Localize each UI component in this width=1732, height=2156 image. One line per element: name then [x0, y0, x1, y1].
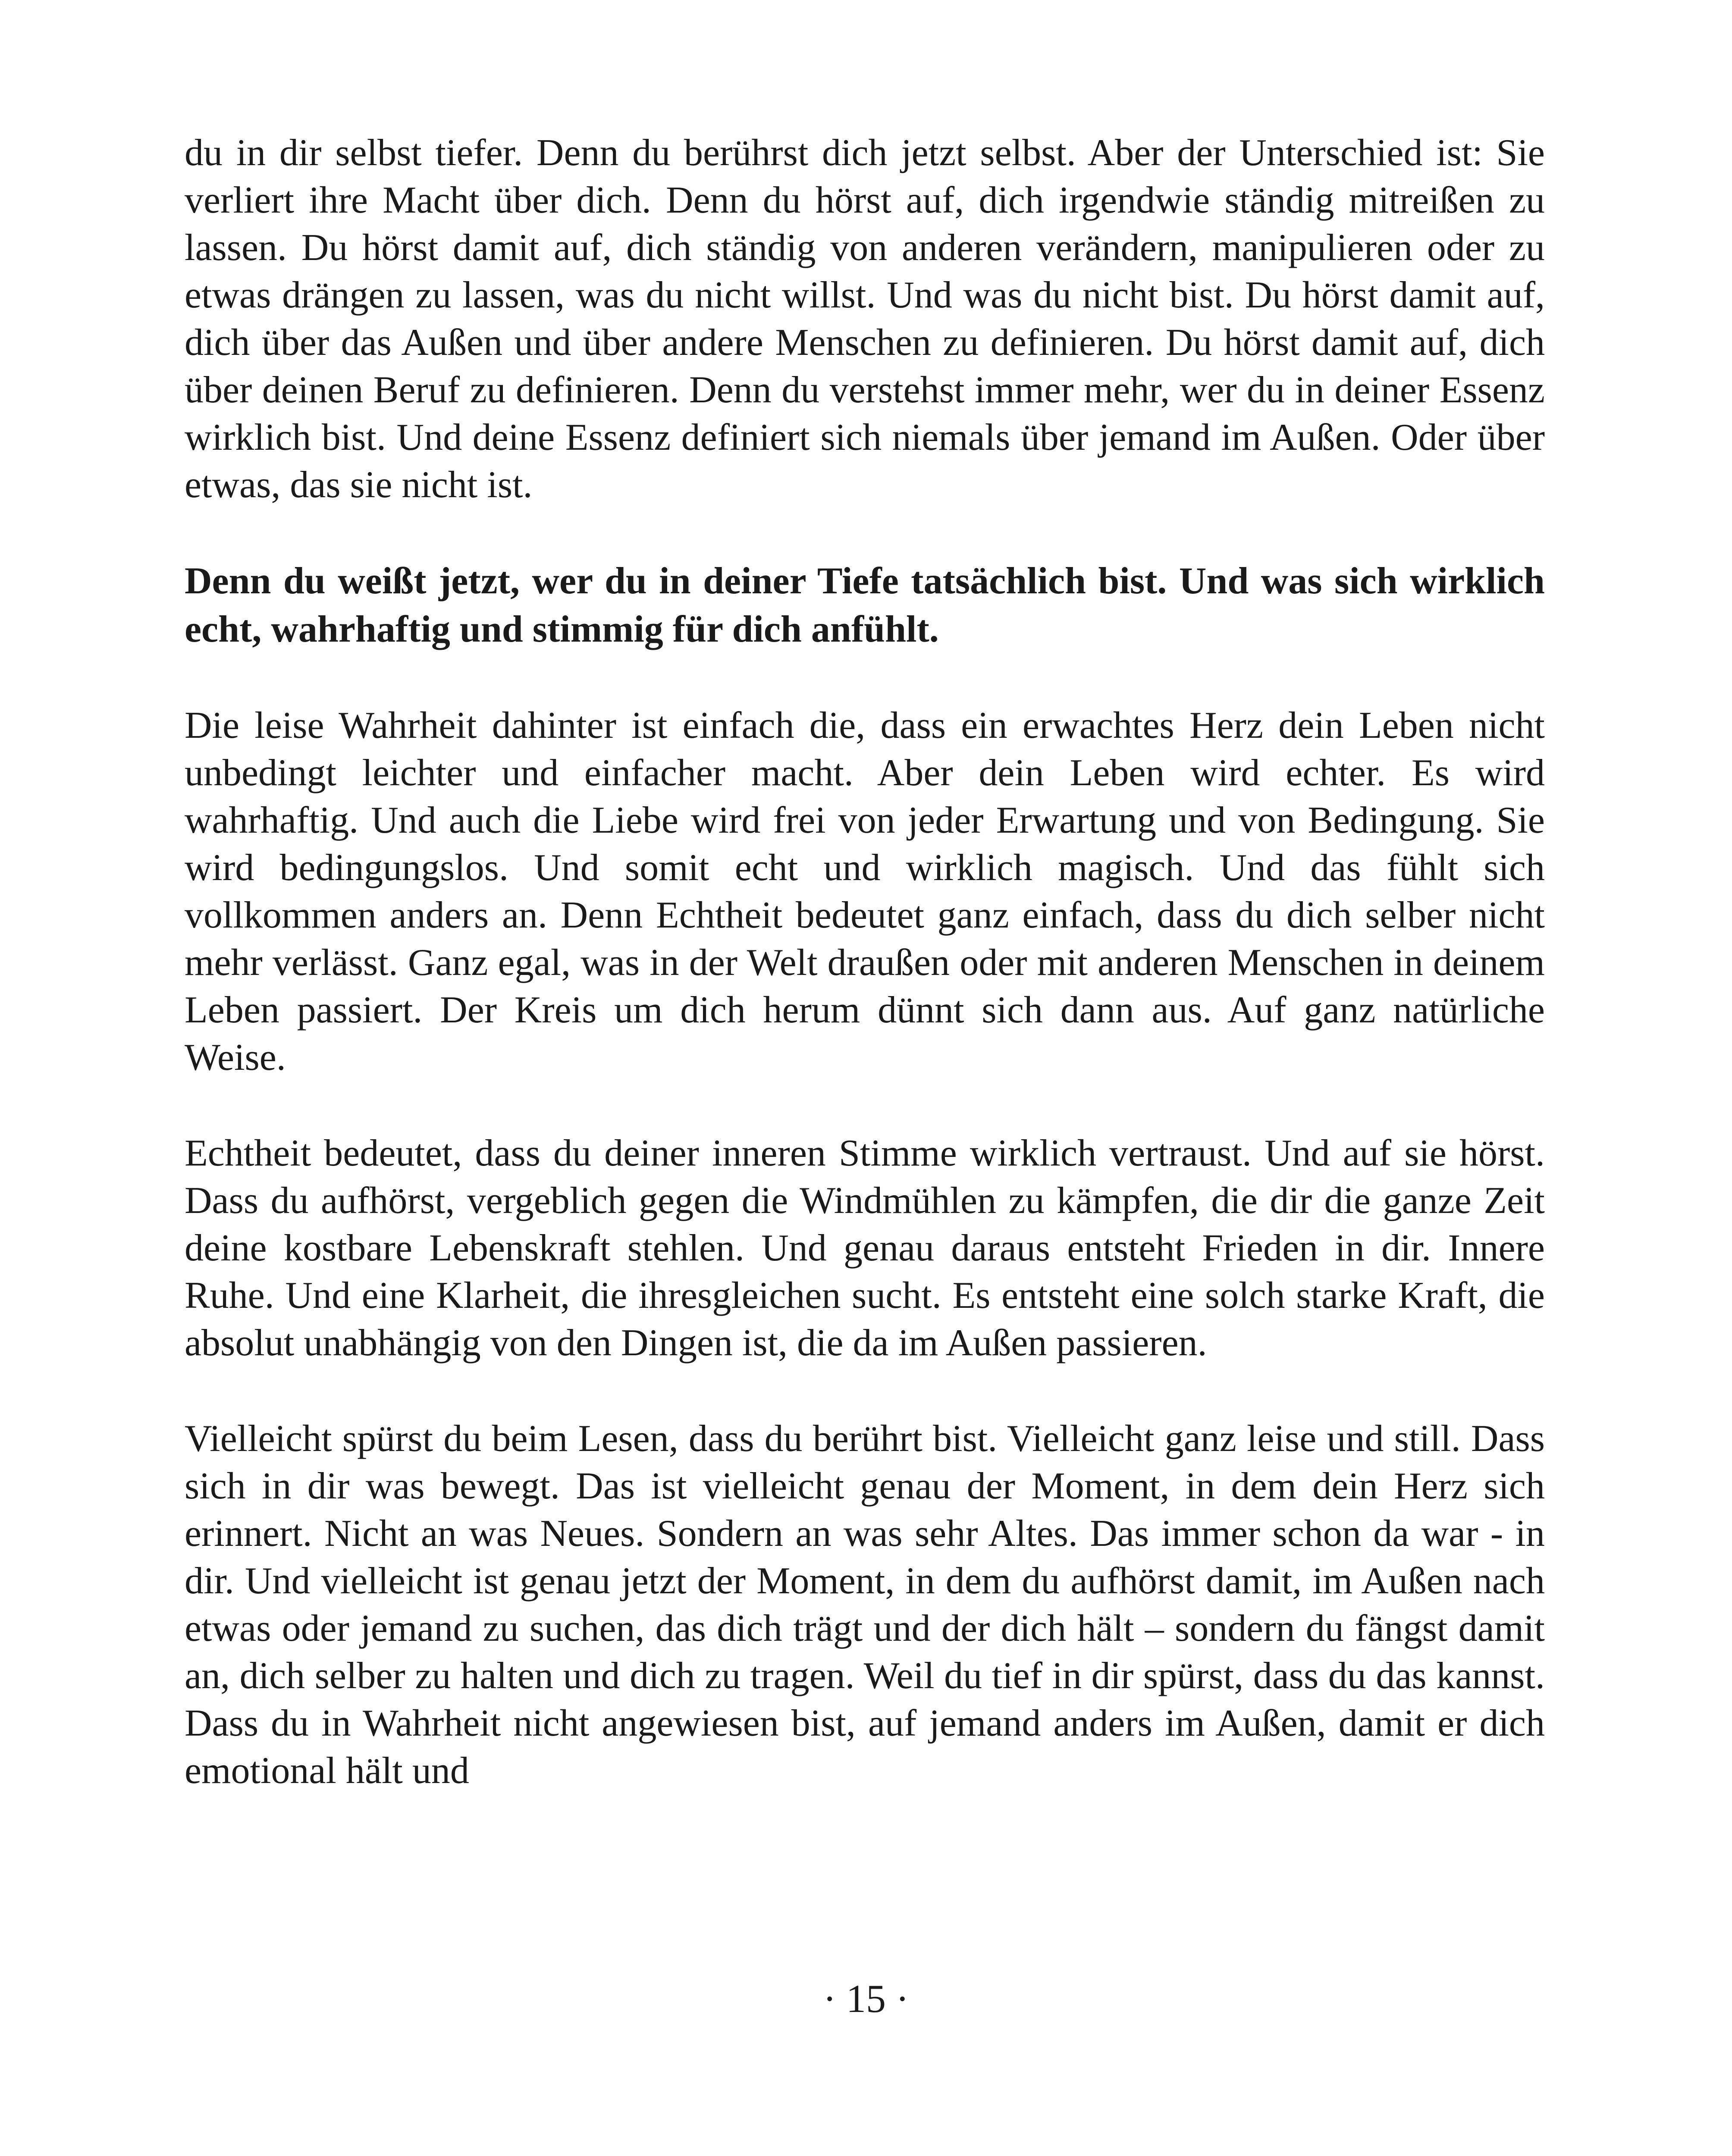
paragraph-2-bold: Denn du weißt jetzt, wer du in deiner Tiefe tatsächlich bist. Und was sich wirklich echt, wahrhaftig und stimmig für dich anfühlt. — [185, 560, 1545, 650]
page-body — [185, 129, 1545, 1795]
paragraph-5: Vielleicht spürst du beim Lesen, dass du berührt bist. Vielleicht ganz leise und still. Dass sich in dir was bewegt. Das ist vielleicht genau der Moment, in dem dein Herz sich erinnert. Nicht an was Neues. Sondern an was sehr Altes. Das immer schon da war - in dir. Und vielleicht ist genau jetzt der Moment, in dem du aufhörst damit, im Außen nach etwas oder jemand zu suchen, das dich trägt und der dich hält – sondern du fängst damit an, dich selber zu halten und dich zu tragen. Weil du tief in dir spürst, dass du das kannst. Dass du in Wahrheit nicht angewiesen bist, auf jemand anders im Außen, damit er dich emotional hält und — [185, 1418, 1545, 1792]
paragraph-4: Echtheit bedeutet, dass du deiner inneren Stimme wirklich vertraust. Und auf sie hörst. Dass du aufhörst, vergeblich gegen die Windmühlen zu kämpfen, die dir die ganze Zeit deine kostbare Lebenskraft stehlen. Und genau daraus entsteht Frieden in dir. Innere Ruhe. Und eine Klarheit, die ihresgleichen sucht. Es entsteht eine solch starke Kraft, die absolut unabhängig von den Dingen ist, die da im Außen passieren. — [185, 1132, 1545, 1364]
paragraph-1: du in dir selbst tiefer. Denn du berührst dich jetzt selbst. Aber der Unterschied ist: Sie verliert ihre Macht über dich. Denn du hörst auf, dich irgendwie ständig mitreißen zu lassen. Du hörst damit auf, dich ständig von anderen verändern, manipulieren oder zu etwas drängen zu lassen, was du nicht willst. Und was du nicht bist. Du hörst damit auf, dich über das Außen und über andere Menschen zu definieren. Du hörst damit auf, dich über deinen Beruf zu definieren. Denn du verstehst immer mehr, wer du in deiner Essenz wirklich bist. Und deine Essenz definiert sich niemals über jemand im Außen. Oder über etwas, das sie nicht ist. — [185, 132, 1545, 506]
paragraph-3: Die leise Wahrheit dahinter ist einfach die, dass ein erwachtes Herz dein Leben nicht unbedingt leichter und einfacher macht. Aber dein Leben wird echter. Es wird wahrhaftig. Und auch die Liebe wird frei von jeder Erwartung und von Bedingung. Sie wird bedingungslos. Und somit echt und wirklich magisch. Und das fühlt sich vollkommen anders an. Denn Echtheit bedeutet ganz einfach, dass du dich selber nicht mehr verlässt. Ganz egal, was in der Welt draußen oder mit anderen Menschen in deinem Leben passiert. Der Kreis um dich herum dünnt sich dann aus. Auf ganz natürliche Weise. — [185, 705, 1545, 1078]
page-number: · 15 · — [823, 1977, 909, 2021]
